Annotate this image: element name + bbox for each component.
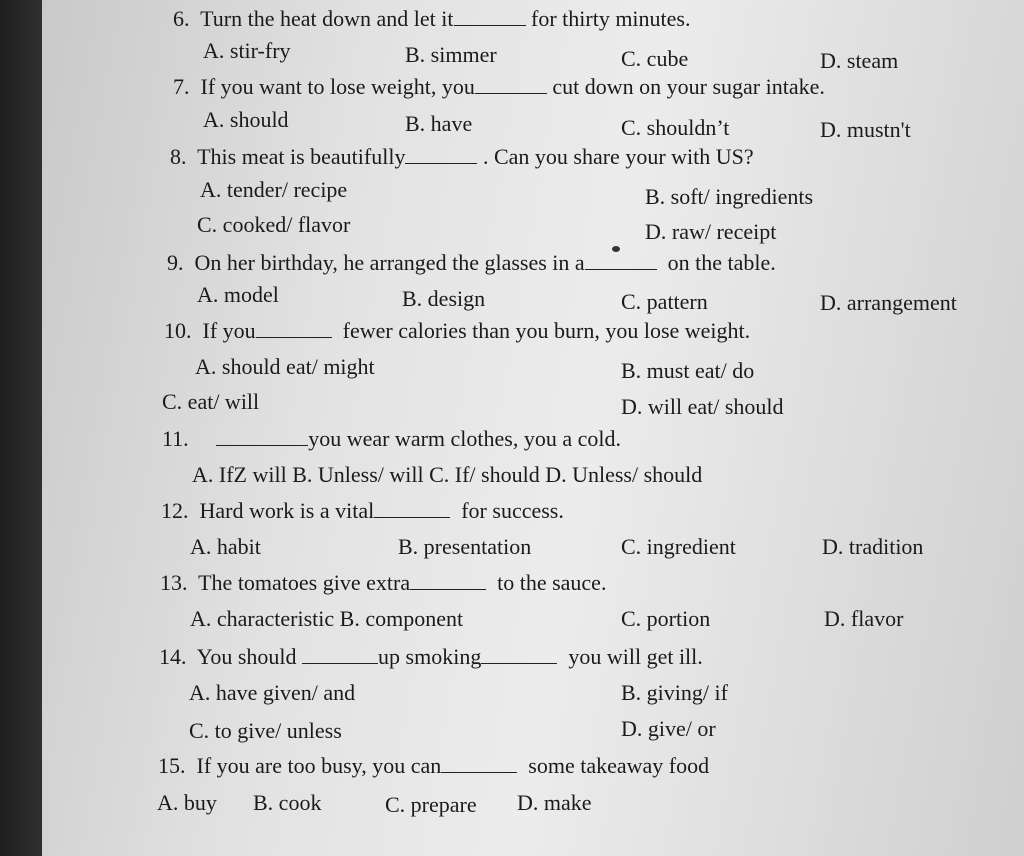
question-15 [158,753,709,779]
option-c: C. pattern [621,289,708,314]
answer-blank [256,319,332,338]
option-d: D. arrangement [820,290,957,315]
option-c: C. portion [621,606,711,631]
question-text: on the table. [667,250,776,275]
question-text: This meat is beautifully [197,144,406,169]
question-6 [173,6,690,32]
option-d: D. give/ or [621,716,716,741]
option-b: B. giving/ if [621,680,728,705]
option-c: C. ingredient [621,534,736,559]
answer-blank [585,251,657,270]
question-number: 7. [173,74,190,99]
option-d: D. flavor [824,606,904,631]
question-number: 9. [167,250,184,275]
question-13 [160,570,606,596]
answer-blank [405,145,477,164]
option-d: D. raw/ receipt [645,219,777,244]
question-text: to the sauce. [497,570,607,595]
question-text: you will get ill. [568,644,703,669]
option-ab: A. characteristic B. component [190,606,464,631]
question-number: 14. [159,644,187,669]
question-12 [161,498,564,524]
question-text: for success. [461,498,564,523]
question-number: 10. [164,318,192,343]
question-text: If you [202,318,256,343]
question-text: You should [196,644,297,669]
answer-blank [441,754,517,773]
question-text: some takeaway food [528,753,710,778]
question-text: Turn the heat down and let it [200,6,454,31]
question-text: . Can you share your with US? [482,144,754,169]
option-c: C. eat/ will [162,389,260,414]
question-text: Hard work is a vital [199,498,375,523]
question-text: If you want to lose weight, you [200,74,475,99]
question-text: up smoking [378,644,482,669]
option-c: C. cooked/ flavor [197,212,351,237]
option-c: C. shouldn’t [621,115,730,140]
answer-blank [302,645,378,664]
option-d: D. steam [820,48,899,73]
option-c: C. cube [621,46,689,71]
answer-blank [374,499,450,518]
option-b: B. simmer [405,42,497,67]
question-number: 8. [170,144,187,169]
option-a: A. stir-fry [203,38,291,63]
option-b: B. soft/ ingredients [645,184,814,209]
answer-blank [410,571,486,590]
question-text: you wear warm clothes, you a cold. [308,426,621,451]
photo-shadow-edge [0,0,42,856]
question-number: 11. [162,426,189,451]
answer-blank [454,7,526,26]
option-c: C. prepare [385,792,477,817]
question-8 [170,144,754,170]
question-text: The tomatoes give extra [198,570,411,595]
answer-blank [481,645,557,664]
option-a: A. model [197,282,279,307]
option-d: D. mustn't [820,117,911,142]
option-c: C. to give/ unless [189,718,342,743]
option-a: A. should eat/ might [195,354,375,379]
option-b: B. must eat/ do [621,358,755,383]
ink-mark [612,246,620,252]
options-inline: A. IfZ will B. Unless/ will C. If/ should D. Unless/ should [192,462,703,487]
option-b: B. cook [253,790,322,815]
option-b: B. design [402,286,486,311]
question-number: 12. [161,498,189,523]
question-number: 6. [173,6,190,31]
option-a: A. tender/ recipe [200,177,348,202]
question-number: 15. [158,753,186,778]
question-text: On her birthday, he arranged the glasses in a [194,250,585,275]
option-d: D. tradition [822,534,924,559]
question-14 [159,644,703,670]
option-d: D. will eat/ should [621,394,784,419]
question-11 [162,426,621,452]
question-text: fewer calories than you burn, you lose weight. [342,318,751,343]
option-a: A. have given/ and [189,680,356,705]
question-10 [164,318,750,344]
question-number: 13. [160,570,188,595]
option-d: D. make [517,790,592,815]
option-b: B. presentation [398,534,532,559]
question-text: for thirty minutes. [531,6,691,31]
option-a: A. should [203,107,289,132]
option-b: B. have [405,111,473,136]
answer-blank [475,75,547,94]
answer-blank [216,427,308,446]
question-9 [167,250,776,276]
question-text: cut down on your sugar intake. [552,74,825,99]
option-a: A. habit [190,534,261,559]
question-7 [173,74,825,100]
option-a: A. buy [157,790,217,815]
question-text: If you are too busy, you can [196,753,442,778]
